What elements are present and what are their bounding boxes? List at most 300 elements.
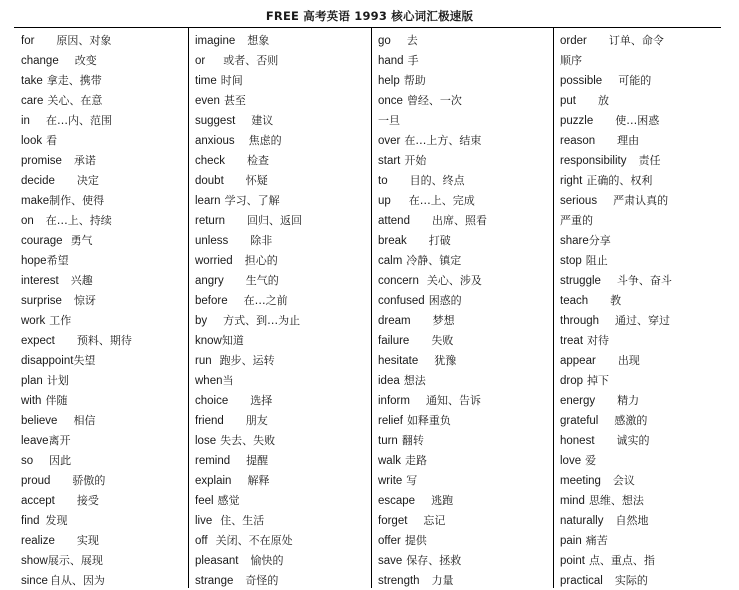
vocab-meaning: 想象 (247, 34, 270, 47)
vocab-term: go (378, 35, 391, 47)
vocab-meaning: 爱 (585, 454, 597, 467)
vocab-entry (560, 470, 721, 490)
vocab-meaning: 决定 (76, 174, 99, 187)
vocab-meaning: 生气的 (245, 274, 279, 287)
vocab-meaning: 正确的、权利 (586, 174, 653, 187)
vocab-term: friend (195, 415, 224, 427)
vocab-meaning: 工作 (49, 314, 72, 327)
vocab-entry (560, 250, 721, 270)
vocab-meaning: 感激的 (614, 414, 648, 427)
vocab-term: by (195, 315, 208, 327)
vocab-term: once (378, 95, 403, 107)
vocab-term: show (21, 555, 48, 567)
vocab-meaning: 奇怪的 (245, 574, 279, 587)
vocab-term: accept (21, 495, 55, 507)
vocab-entry (195, 170, 371, 190)
vocab-entry (560, 370, 721, 390)
vocab-term: take (21, 75, 43, 87)
vocab-entry (195, 530, 371, 550)
vocab-meaning: 力量 (431, 574, 454, 587)
vocab-meaning: 建议 (251, 114, 274, 127)
vocab-meaning: 严重的 (560, 214, 593, 227)
vocab-term: stop (560, 255, 582, 267)
vocab-term: imagine (195, 35, 236, 47)
vocab-meaning: 检查 (247, 154, 270, 167)
vocab-entry (378, 150, 553, 170)
vocab-meaning: 使…困惑 (615, 114, 660, 127)
vocab-meaning: 思维、想法 (588, 494, 644, 507)
vocab-entry (378, 410, 553, 430)
vocab-meaning: 在…上、持续 (45, 214, 112, 227)
vocab-term: live (195, 515, 213, 527)
vocab-entry (378, 430, 553, 450)
vocab-term: find (21, 515, 40, 527)
vocab-entry (560, 570, 721, 590)
vocab-term: strength (378, 575, 420, 587)
vocab-term: concern (378, 275, 419, 287)
vocab-meaning: 住、生活 (220, 514, 265, 527)
vocab-term: right (560, 175, 583, 187)
vocab-meaning: 或者、否则 (223, 54, 279, 67)
vocab-entry (21, 170, 188, 190)
vocab-entry (195, 230, 371, 250)
vocab-term: offer (378, 535, 401, 547)
vocab-entry (560, 190, 721, 210)
vocab-meaning: 走路 (405, 454, 428, 467)
vocab-entry (195, 130, 371, 150)
vocab-meaning: 回归、返回 (247, 214, 303, 227)
vocab-term: attend (378, 215, 410, 227)
vocab-term: promise (21, 155, 62, 167)
vocab-entry (560, 350, 721, 370)
vocab-term: when (195, 375, 223, 387)
vocab-entry (21, 290, 188, 310)
vocab-entry (195, 370, 371, 390)
vocab-meaning: 订单、命令 (608, 34, 664, 47)
vocab-term: change (21, 55, 59, 67)
vocab-entry (378, 290, 553, 310)
vocab-meaning: 如释重负 (406, 414, 451, 427)
vocab-meaning: 自从、因为 (49, 574, 105, 587)
vocab-term: through (560, 315, 600, 327)
vocab-entry (195, 550, 371, 570)
vocab-term: meeting (560, 475, 601, 487)
vocab-entry (560, 150, 721, 170)
vocab-meaning: 教 (610, 294, 622, 307)
vocab-term: reason (560, 135, 596, 147)
vocab-meaning: 因此 (49, 454, 72, 467)
vocab-term: anxious (195, 135, 235, 147)
vocab-entry (378, 550, 553, 570)
vocab-term: help (378, 75, 400, 87)
vocab-entry (195, 50, 371, 70)
vocab-entry (378, 470, 553, 490)
vocab-meaning: 失望 (73, 354, 96, 367)
vocab-meaning: 伴随 (45, 394, 68, 407)
vocab-entry (378, 190, 553, 210)
vocab-meaning: 关心、涉及 (426, 274, 482, 287)
vocab-term: break (378, 235, 407, 247)
vocab-term: make (21, 195, 50, 207)
vocab-term: forget (378, 515, 408, 527)
vocab-entry (378, 350, 553, 370)
vocab-entry (195, 150, 371, 170)
vocab-entry (195, 270, 371, 290)
vocab-entry (21, 410, 188, 430)
vocab-term: pain (560, 535, 582, 547)
vocab-entry (378, 250, 553, 270)
vocab-term: or (195, 55, 206, 67)
vocab-entry (195, 30, 371, 50)
vocab-term: on (21, 215, 34, 227)
vocab-term: start (378, 155, 401, 167)
vocab-term: possible (560, 75, 603, 87)
vocab-entry (21, 50, 188, 70)
vocab-meaning: 通过、穿过 (615, 314, 671, 327)
vocab-entry (378, 270, 553, 290)
vocab-term: write (378, 475, 403, 487)
vocab-entry (560, 110, 721, 130)
vocab-term: return (195, 215, 226, 227)
vocab-meaning: 掉下 (587, 374, 610, 387)
vocab-meaning: 感觉 (217, 494, 240, 507)
vocab-entry (378, 490, 553, 510)
vocab-entry (21, 130, 188, 150)
vocab-meaning: 看 (46, 134, 58, 147)
vocab-term: with (21, 395, 42, 407)
vocab-entry (21, 270, 188, 290)
vocab-meaning: 惊讶 (73, 294, 96, 307)
vocab-term: surprise (21, 295, 62, 307)
vocab-meaning: 打破 (428, 234, 451, 247)
vocab-entry (560, 170, 721, 190)
vocab-term: so (21, 455, 34, 467)
vocab-entry (378, 110, 553, 130)
vocab-term: suggest (195, 115, 236, 127)
vocab-entry (560, 410, 721, 430)
vocab-entry (21, 530, 188, 550)
vocab-entry (560, 270, 721, 290)
vocab-meaning: 时间 (220, 74, 243, 87)
vocab-entry (560, 130, 721, 150)
vocab-entry (378, 130, 553, 150)
vocab-column-2 (188, 28, 371, 588)
vocab-entry (21, 510, 188, 530)
vocab-entry (378, 30, 553, 50)
vocab-term: put (560, 95, 576, 107)
vocab-meaning: 放 (598, 94, 609, 107)
vocab-meaning: 冷静、镇定 (406, 254, 462, 267)
vocab-meaning: 开始 (404, 154, 427, 167)
vocab-meaning: 在…上、完成 (408, 194, 475, 207)
vocab-entry (378, 330, 553, 350)
vocab-meaning: 原因、对象 (56, 34, 112, 47)
vocab-term: before (195, 295, 228, 307)
vocab-meaning: 兴趣 (70, 274, 93, 287)
vocab-term: appear (560, 355, 596, 367)
vocab-term: hesitate (378, 355, 419, 367)
vocab-meaning: 斗争、奋斗 (616, 274, 672, 287)
vocab-term: mind (560, 495, 585, 507)
vocab-entry (195, 510, 371, 530)
vocab-meaning: 怀疑 (245, 174, 268, 187)
vocab-entry (378, 50, 553, 70)
vocab-meaning: 朋友 (245, 414, 268, 427)
vocab-term: order (560, 35, 587, 47)
vocab-entry (195, 70, 371, 90)
vocab-term: point (560, 555, 585, 567)
vocab-term: off (195, 535, 208, 547)
vocab-term: unless (195, 235, 229, 247)
vocab-meaning: 在…之前 (243, 294, 288, 307)
vocab-meaning: 选择 (250, 394, 273, 407)
vocab-term: interest (21, 275, 59, 287)
vocab-entry (195, 310, 371, 330)
vocab-term: serious (560, 195, 598, 207)
vocabulary-table (14, 28, 721, 588)
vocab-term: feel (195, 495, 214, 507)
vocab-term: struggle (560, 275, 601, 287)
vocab-term: for (21, 35, 35, 47)
vocab-meaning: 忘记 (423, 514, 446, 527)
vocab-term: decide (21, 175, 55, 187)
vocab-entry (195, 330, 371, 350)
vocab-meaning: 接受 (76, 494, 99, 507)
vocab-meaning: 痛苦 (585, 534, 608, 547)
vocab-entry (560, 390, 721, 410)
vocab-term: treat (560, 335, 584, 347)
vocab-meaning: 实现 (76, 534, 99, 547)
vocab-term: dream (378, 315, 411, 327)
vocab-entry (21, 250, 188, 270)
vocab-term: expect (21, 335, 55, 347)
vocab-meaning: 诚实的 (616, 434, 650, 447)
vocab-entry (21, 450, 188, 470)
vocab-entry (378, 450, 553, 470)
vocab-meaning: 提供 (404, 534, 427, 547)
vocab-term: since (21, 575, 48, 587)
vocab-term: relief (378, 415, 403, 427)
vocab-entry (21, 330, 188, 350)
vocab-entry (21, 30, 188, 50)
vocab-entry (378, 230, 553, 250)
vocab-meaning: 出席、照看 (431, 214, 487, 227)
vocab-entry (195, 250, 371, 270)
vocab-term: lose (195, 435, 217, 447)
vocab-entry (560, 430, 721, 450)
vocab-meaning: 理由 (617, 134, 640, 147)
vocab-entry (378, 570, 553, 590)
vocab-term: practical (560, 575, 603, 587)
vocab-meaning: 顺序 (560, 54, 582, 67)
vocab-entry (378, 70, 553, 90)
vocab-meaning: 展示、展现 (47, 554, 103, 567)
vocab-term: up (378, 195, 391, 207)
vocab-term: walk (378, 455, 402, 467)
vocab-meaning: 手 (407, 54, 419, 67)
vocab-term: time (195, 75, 217, 87)
vocab-meaning: 精力 (617, 394, 640, 407)
vocab-column-1 (14, 28, 188, 588)
vocab-entry (21, 350, 188, 370)
vocab-term: angry (195, 275, 224, 287)
vocab-entry (560, 230, 721, 250)
vocab-entry (560, 330, 721, 350)
vocab-meaning: 通知、告诉 (425, 394, 481, 407)
vocab-entry (21, 430, 188, 450)
vocab-entry (195, 470, 371, 490)
vocab-term: proud (21, 475, 51, 487)
vocab-term: idea (378, 375, 400, 387)
vocab-entry (378, 530, 553, 550)
vocab-meaning: 焦虑的 (248, 134, 282, 147)
vocab-term: hope (21, 255, 47, 267)
vocab-entry (195, 570, 371, 590)
vocab-column-3 (371, 28, 553, 588)
vocab-meaning: 犹豫 (434, 354, 457, 367)
vocab-column-4 (553, 28, 721, 588)
document-title: FREE 高考英语 1993 核心词汇极速版 (265, 9, 474, 23)
vocab-entry (195, 90, 371, 110)
vocab-entry (378, 310, 553, 330)
vocab-entry (560, 30, 721, 50)
vocab-entry (560, 550, 721, 570)
vocab-term: care (21, 95, 44, 107)
vocab-meaning: 失去、失败 (220, 434, 276, 447)
vocab-entry (560, 290, 721, 310)
vocab-meaning: 制作、使得 (49, 194, 105, 207)
vocab-meaning: 承诺 (73, 154, 96, 167)
vocab-term: confused (378, 295, 425, 307)
vocab-meaning: 严肃认真的 (613, 194, 669, 207)
vocab-entry (195, 390, 371, 410)
vocab-meaning: 当 (222, 374, 234, 387)
vocab-entry (195, 290, 371, 310)
vocab-meaning: 失败 (431, 334, 454, 347)
vocab-meaning: 预料、期待 (76, 334, 132, 347)
vocab-meaning: 出现 (617, 354, 640, 367)
vocab-meaning: 梦想 (432, 314, 455, 327)
vocab-entry (560, 50, 721, 70)
vocab-meaning: 实际的 (614, 574, 648, 587)
vocab-term: leave (21, 435, 49, 447)
vocab-entry (195, 350, 371, 370)
vocab-term: worried (195, 255, 233, 267)
vocab-meaning: 学习、了解 (224, 194, 280, 207)
vocab-meaning: 想法 (403, 374, 426, 387)
vocab-entry (560, 530, 721, 550)
vocab-entry (21, 370, 188, 390)
vocab-meaning: 除非 (250, 234, 273, 247)
vocab-entry (195, 210, 371, 230)
vocab-entry (21, 230, 188, 250)
vocab-term: courage (21, 235, 63, 247)
vocab-entry (195, 450, 371, 470)
vocab-entry (560, 490, 721, 510)
vocab-entry (21, 390, 188, 410)
vocab-term: energy (560, 395, 596, 407)
vocab-meaning: 希望 (46, 254, 69, 267)
vocab-meaning: 甚至 (223, 94, 246, 107)
vocab-term: know (195, 335, 222, 347)
vocab-entry (21, 310, 188, 330)
vocab-term: in (21, 115, 30, 127)
vocab-term: run (195, 355, 212, 367)
vocab-term: puzzle (560, 115, 594, 127)
vocab-term: choice (195, 395, 229, 407)
vocab-meaning: 解释 (247, 474, 270, 487)
vocab-entry (560, 310, 721, 330)
vocab-entry (21, 470, 188, 490)
vocab-meaning: 逃跑 (431, 494, 454, 507)
vocab-meaning: 阻止 (585, 254, 608, 267)
vocab-entry (21, 90, 188, 110)
vocab-meaning: 可能的 (618, 74, 652, 87)
vocab-term: learn (195, 195, 221, 207)
vocab-term: even (195, 95, 220, 107)
vocab-meaning: 勇气 (70, 234, 93, 247)
vocab-meaning: 目的、终点 (409, 174, 465, 187)
vocab-meaning: 改变 (74, 54, 97, 67)
vocab-meaning: 担心的 (244, 254, 278, 267)
vocab-meaning: 骄傲的 (72, 474, 106, 487)
vocab-entry (195, 110, 371, 130)
vocab-meaning: 离开 (48, 434, 71, 447)
vocab-term: doubt (195, 175, 224, 187)
vocab-term: share (560, 235, 589, 247)
vocab-term: escape (378, 495, 416, 507)
vocab-term: save (378, 555, 403, 567)
vocab-term: to (378, 175, 388, 187)
vocab-term: explain (195, 475, 232, 487)
vocab-meaning: 拿走、携带 (46, 74, 102, 87)
vocab-meaning: 知道 (221, 334, 244, 347)
vocab-term: check (195, 155, 226, 167)
vocab-meaning: 相信 (73, 414, 96, 427)
vocab-term: teach (560, 295, 589, 307)
vocab-entry (378, 170, 553, 190)
vocab-entry (195, 430, 371, 450)
vocab-meaning: 方式、到…为止 (223, 314, 301, 327)
vocab-meaning: 困惑的 (428, 294, 462, 307)
vocab-term: honest (560, 435, 595, 447)
vocab-meaning: 发现 (45, 514, 68, 527)
vocab-term: disappoint (21, 355, 74, 367)
vocab-meaning: 提醒 (246, 454, 269, 467)
vocab-term: believe (21, 415, 58, 427)
vocab-meaning: 会议 (612, 474, 635, 487)
vocab-term: grateful (560, 415, 599, 427)
vocab-meaning: 曾经、一次 (406, 94, 462, 107)
vocab-term: look (21, 135, 43, 147)
vocab-entry (378, 370, 553, 390)
vocab-meaning: 写 (406, 474, 418, 487)
vocab-meaning: 去 (406, 34, 418, 47)
vocab-term: over (378, 135, 401, 147)
vocab-meaning: 帮助 (403, 74, 426, 87)
vocab-entry (21, 490, 188, 510)
vocab-entry (21, 70, 188, 90)
vocab-entry (21, 550, 188, 570)
vocab-term: hand (378, 55, 404, 67)
vocab-term: strange (195, 575, 234, 587)
vocab-term: drop (560, 375, 584, 387)
vocab-entry (378, 90, 553, 110)
vocab-meaning: 点、重点、指 (588, 554, 655, 567)
vocab-meaning: 关闭、不在原处 (215, 534, 293, 547)
vocab-meaning: 一旦 (378, 114, 400, 127)
vocab-entry (21, 210, 188, 230)
